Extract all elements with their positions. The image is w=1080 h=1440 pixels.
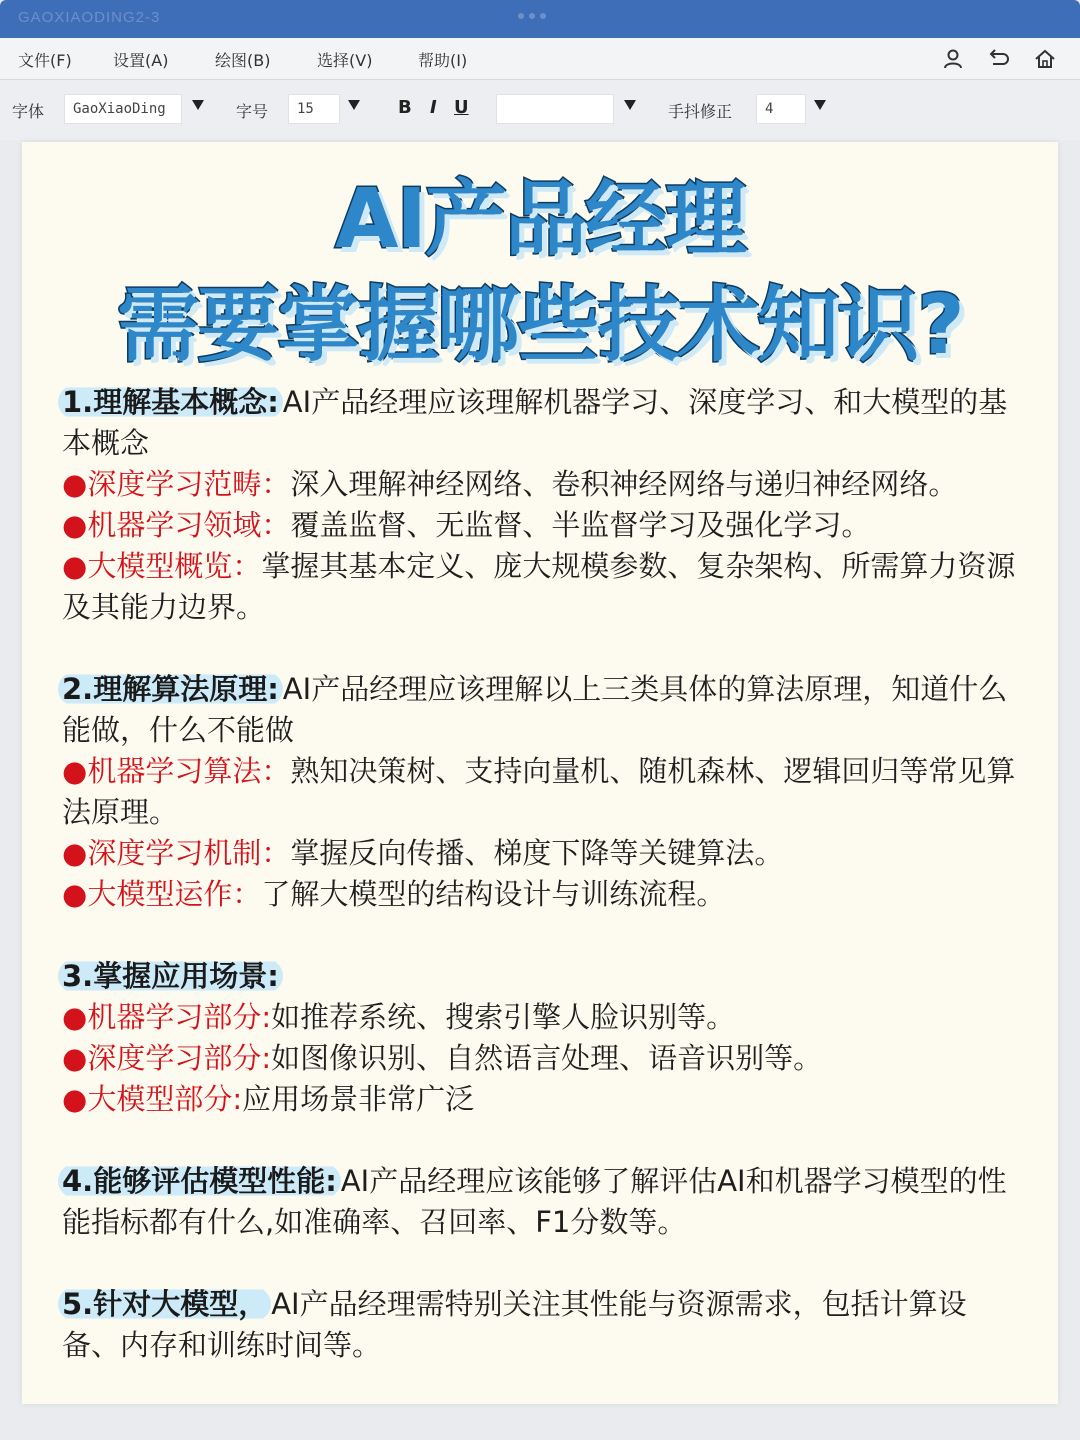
tremor-dropdown-icon[interactable] (814, 100, 826, 110)
dot-icon (529, 13, 535, 19)
document-title-line-2: 需要掌握哪些技术知识? (117, 278, 963, 373)
bullet-label: 机器学习部分: (87, 1000, 272, 1034)
size-select[interactable]: 15 (288, 94, 340, 124)
section-text: AI产品经理需特别关注其性能与资源需求，包括计算设备、内存和训练时间等。 (62, 1287, 967, 1362)
window-title-bar (0, 0, 1080, 38)
document-title-line-1: AI产品经理 (335, 172, 745, 267)
bullet-label: 机器学习算法： (87, 754, 291, 788)
user-icon[interactable] (940, 46, 966, 72)
bullet-text: 掌握其基本定义、庞大规模参数、复杂架构、所需算力资源及其能力边界。 (62, 549, 1016, 624)
menu-file[interactable]: 文件(F) (18, 51, 72, 70)
list-item: ●大模型部分:应用场景非常广泛 (62, 1082, 475, 1116)
bullet-text: 深入理解神经网络、卷积神经网络与递归神经网络。 (290, 467, 958, 501)
bullet-label: 深度学习范畴： (87, 467, 291, 501)
section-heading: 4.能够评估模型性能: (58, 1164, 341, 1198)
bullet-label: 机器学习领域： (87, 508, 291, 542)
document-body (62, 382, 1022, 1407)
section-heading: 5.针对大模型， (58, 1287, 271, 1321)
tremor-label: 手抖修正 (668, 102, 733, 121)
font-label: 字体 (12, 102, 45, 121)
undo-icon[interactable] (986, 46, 1012, 72)
section-2 (62, 669, 1022, 915)
section-text: AI产品经理应该能够了解评估AI和机器学习模型的性能指标都有什么,如准确率、召回率、F1分数等。 (62, 1164, 1007, 1239)
list-item: ●深度学习部分:如图像识别、自然语言处理、语音识别等。 (62, 1041, 823, 1075)
underline-button[interactable]: U (454, 97, 469, 118)
font-dropdown-icon[interactable] (192, 100, 204, 110)
menu-select[interactable]: 选择(V) (317, 51, 373, 70)
section-heading: 3.掌握应用场景: (58, 959, 283, 993)
size-dropdown-icon[interactable] (348, 100, 360, 110)
bullet-text: 了解大模型的结构设计与训练流程。 (261, 877, 726, 911)
menu-help[interactable]: 帮助(I) (418, 51, 468, 70)
bullet-text: 覆盖监督、无监督、半监督学习及强化学习。 (290, 508, 871, 542)
list-item: ●机器学习算法：熟知决策树、支持向量机、随机森林、逻辑回归等常见算法原理。 (62, 754, 1016, 829)
bullet-text: 应用场景非常广泛 (242, 1082, 475, 1116)
menu-draw[interactable]: 绘图(B) (215, 51, 271, 70)
list-item: ●深度学习范畴：深入理解神经网络、卷积神经网络与递归神经网络。 (62, 467, 958, 501)
home-icon[interactable] (1032, 46, 1058, 72)
format-toolbar (0, 80, 1080, 140)
section-text: AI产品经理应该理解机器学习、深度学习、和大模型的基本概念 (62, 385, 1008, 460)
section-heading: 2.理解算法原理: (58, 672, 283, 706)
bullet-label: 大模型运作： (87, 877, 262, 911)
section-text: AI产品经理应该理解以上三类具体的算法原理，知道什么能做，什么不能做 (62, 672, 1008, 747)
list-item: ●机器学习领域：覆盖监督、无监督、半监督学习及强化学习。 (62, 508, 871, 542)
bullet-text: 如图像识别、自然语言处理、语音识别等。 (271, 1041, 823, 1075)
window-controls[interactable] (518, 13, 546, 19)
section-heading: 1.理解基本概念: (58, 385, 283, 419)
bullet-text: 如推荐系统、搜索引擎人脸识别等。 (271, 1000, 736, 1034)
bullet-text: 熟知决策树、支持向量机、随机森林、逻辑回归等常见算法原理。 (62, 754, 1016, 829)
dot-icon (518, 13, 524, 19)
bullet-label: 大模型部分: (87, 1082, 243, 1116)
list-item: ●大模型运作：了解大模型的结构设计与训练流程。 (62, 877, 726, 911)
dot-icon (540, 13, 546, 19)
color-dropdown-icon[interactable] (624, 100, 636, 110)
color-select[interactable] (496, 94, 614, 124)
bullet-text: 掌握反向传播、梯度下降等关键算法。 (290, 836, 784, 870)
list-item: ●机器学习部分:如推荐系统、搜索引擎人脸识别等。 (62, 1000, 736, 1034)
font-select[interactable]: GaoXiaoDing (64, 94, 182, 124)
section-1 (62, 382, 1022, 628)
section-4 (62, 1161, 1022, 1243)
bold-button[interactable]: B (398, 97, 412, 118)
menu-settings[interactable]: 设置(A) (113, 51, 169, 70)
list-item: ●大模型概览：掌握其基本定义、庞大规模参数、复杂架构、所需算力资源及其能力边界。 (62, 549, 1016, 624)
section-5 (62, 1284, 1022, 1366)
bullet-label: 深度学习机制： (87, 836, 291, 870)
tremor-select[interactable]: 4 (756, 94, 806, 124)
menu-bar (0, 38, 1080, 80)
window-title: GAOXIAODING2-3 (18, 9, 161, 26)
bullet-label: 深度学习部分: (87, 1041, 272, 1075)
section-3 (62, 956, 1022, 1120)
size-label: 字号 (236, 102, 269, 121)
document-canvas[interactable] (22, 142, 1058, 1404)
italic-button[interactable]: I (430, 97, 437, 118)
bullet-label: 大模型概览： (87, 549, 262, 583)
list-item: ●深度学习机制：掌握反向传播、梯度下降等关键算法。 (62, 836, 784, 870)
